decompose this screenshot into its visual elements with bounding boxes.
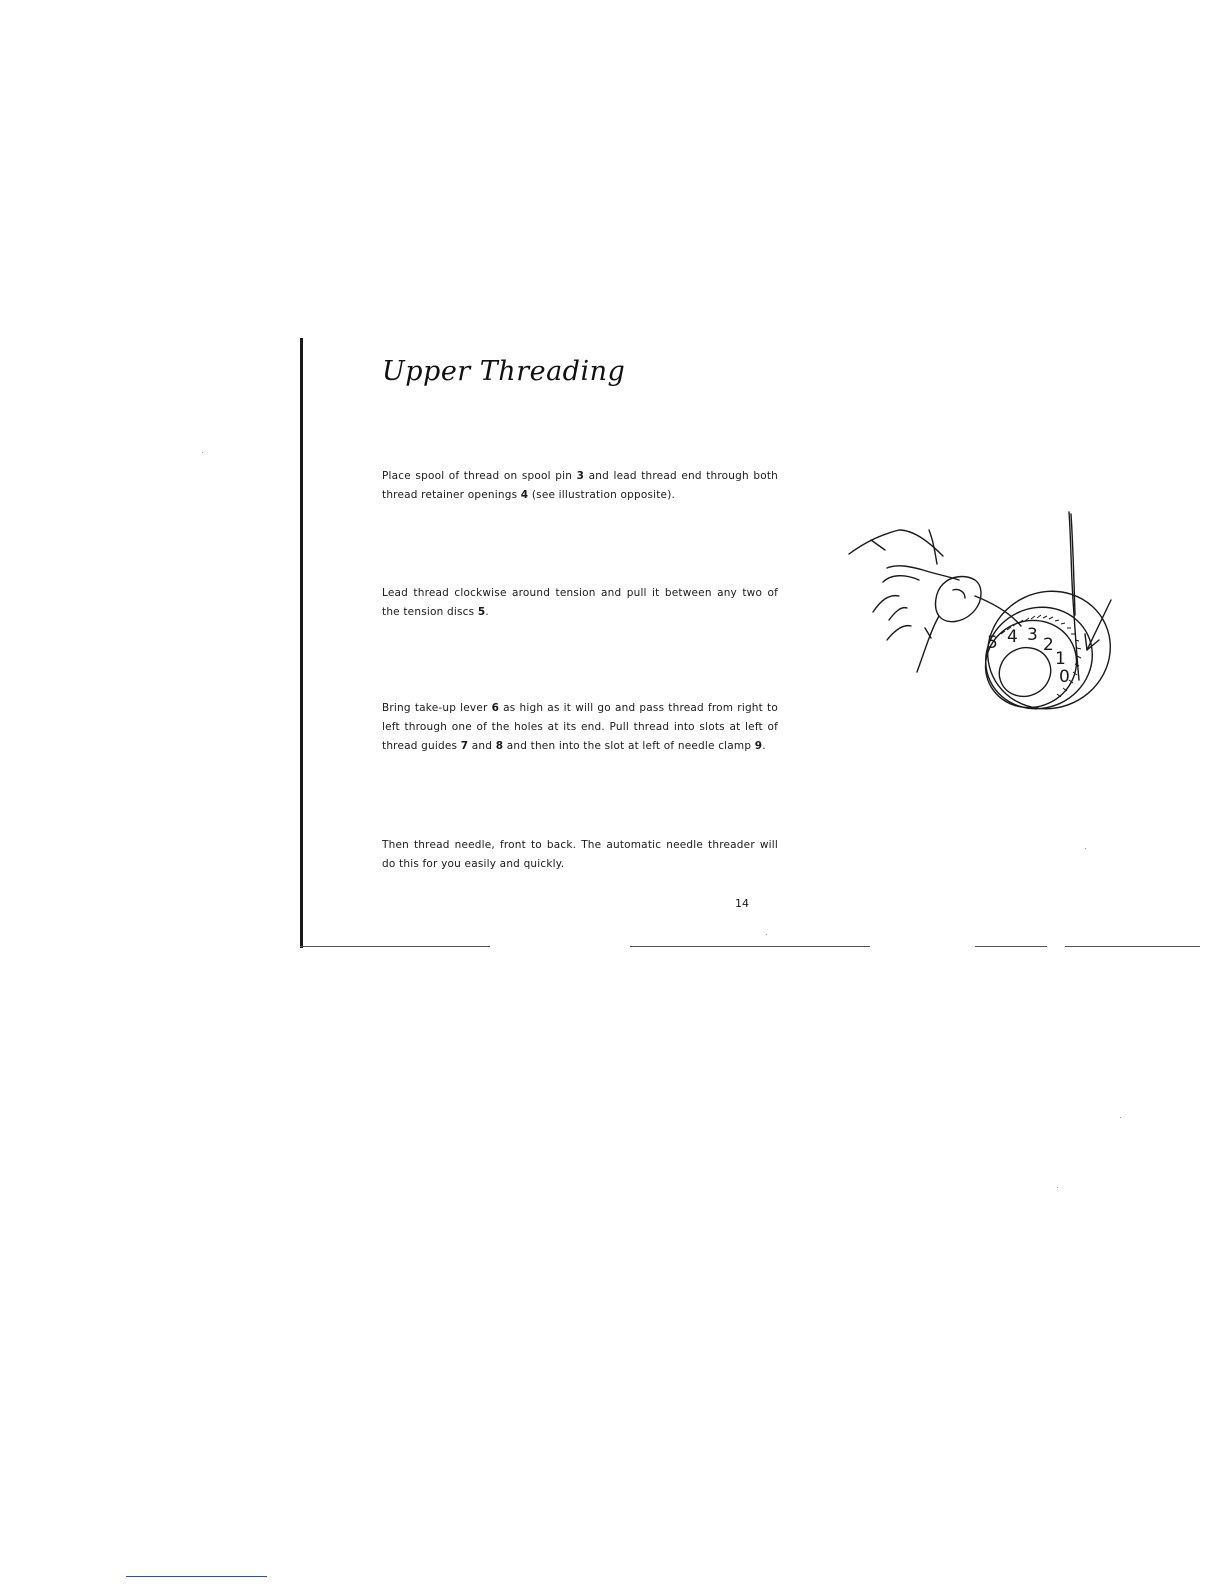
scan-speck (766, 934, 767, 935)
dial-number: 4 (1007, 627, 1018, 647)
bottom-link-underline (126, 1576, 267, 1577)
dial-number: 0 (1059, 667, 1070, 687)
paragraph-text: Lead thread clockwise around tension and pull it between any two of the tension discs (382, 587, 778, 618)
instruction-paragraph (382, 699, 778, 756)
scan-speck (1057, 1187, 1058, 1188)
paragraph-text: . (762, 740, 766, 752)
paragraph-text: and (468, 740, 496, 752)
paragraph-text: . (485, 606, 489, 618)
dial-number: 1 (1055, 649, 1066, 669)
edge-gap (1047, 944, 1065, 948)
part-reference-number: 7 (460, 740, 469, 752)
tension-dial-illustration-icon (835, 500, 1115, 730)
dial-number: 3 (1027, 625, 1038, 645)
part-reference-number: 8 (495, 740, 504, 752)
instruction-paragraph (382, 467, 778, 505)
page-title: Upper Threading (382, 356, 626, 387)
edge-gap (490, 944, 630, 948)
paragraph-text: Then thread needle, front to back. The automatic needle threader will do this for you easily and quickly. (382, 839, 778, 870)
part-reference-number: 4 (520, 489, 529, 501)
paragraph-text: Place spool of thread on spool pin (382, 470, 577, 482)
paragraph-text: (see illustration opposite). (528, 489, 676, 501)
dial-number: 2 (1043, 635, 1054, 655)
page-bottom-edge (300, 946, 1200, 947)
part-reference-number: 5 (477, 606, 486, 618)
instruction-paragraph (382, 836, 778, 874)
paragraph-text: Bring take-up lever (382, 702, 492, 714)
part-reference-number: 3 (576, 470, 585, 482)
page-number: 14 (735, 897, 749, 910)
scan-speck (1120, 1117, 1121, 1118)
instruction-paragraph (382, 584, 778, 622)
scan-speck (202, 452, 203, 453)
paragraph-text: and lead thread end through both thread retainer openings (382, 470, 779, 501)
part-reference-number: 6 (491, 702, 500, 714)
edge-gap (870, 944, 975, 948)
page-left-edge (300, 338, 303, 948)
paragraph-text: and then into the slot at left of needle clamp (503, 740, 755, 752)
part-reference-number: 9 (754, 740, 763, 752)
dial-number: 5 (987, 633, 998, 653)
paragraph-text: as high as it will go and pass thread from right to left through one of the holes at its end. Pull thread into slots at left of thread guides (382, 702, 778, 752)
scan-speck (1085, 848, 1086, 849)
